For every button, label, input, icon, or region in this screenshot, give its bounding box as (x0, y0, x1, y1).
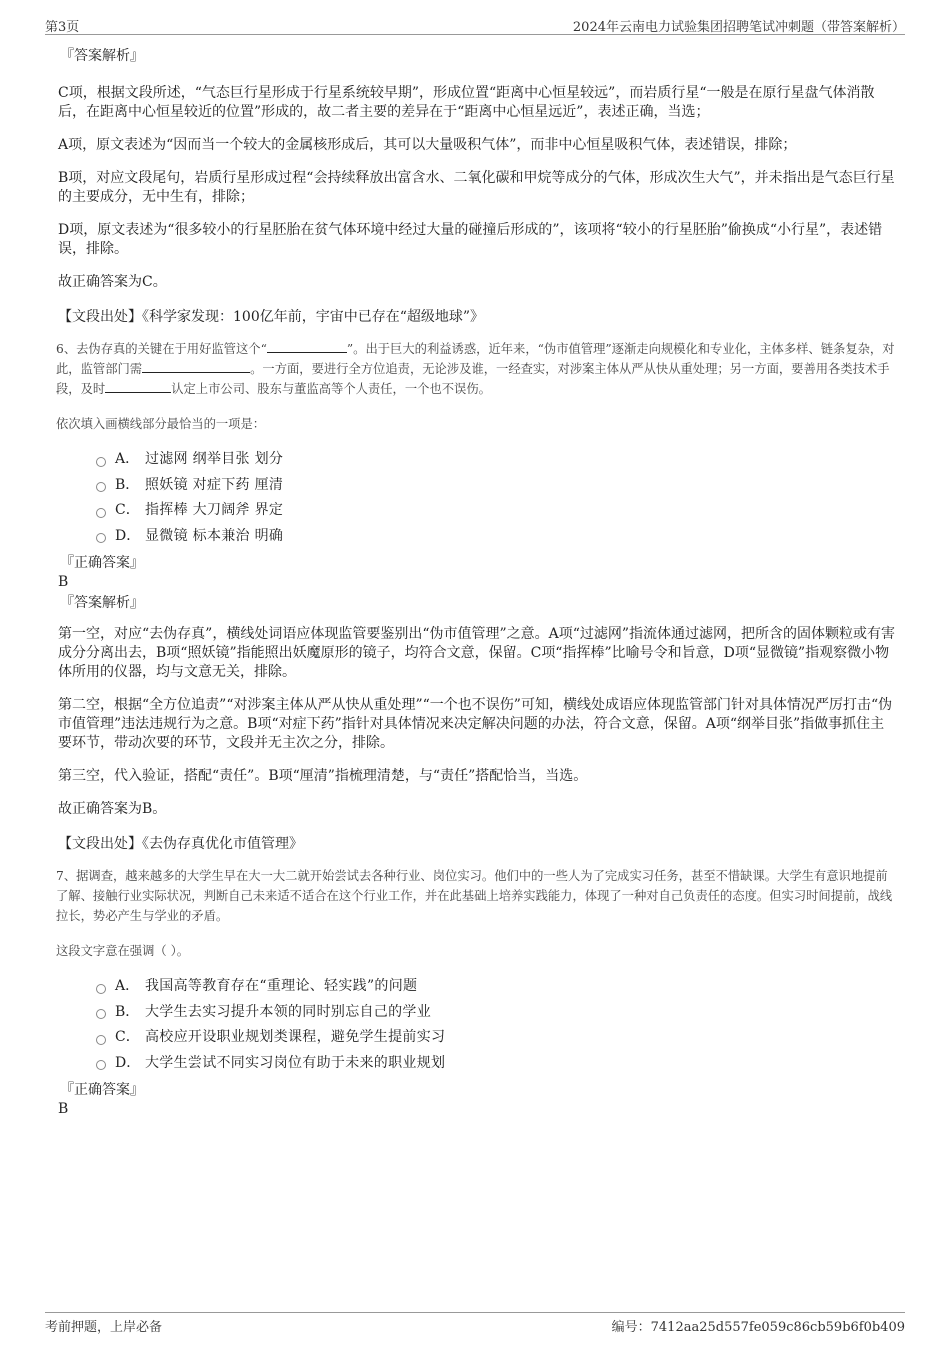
q7-prompt: 这段文字意在强调（ ）。 (56, 944, 190, 958)
q7-option-d[interactable]: D． 大学生尝试不同实习岗位有助于未来的职业规划 (96, 1051, 896, 1077)
q6-analysis-para-1: 第一空，对应“去伪存真”，横线处词语应体现监管要鉴别出“伪市值管理”之意。A项“过滤网”指流体通过滤网，把所含的固体颗粒或有害成分分离出去，B项“照妖镜”指能照出妖魔原形的镜子，均符合文意，保留。C项“指挥棒”比喻号令和旨意，D项“显微镜”指观察微小物体所用的仪器，均与文意无关，排除。 (58, 626, 896, 680)
q5-conclusion: 故正确答案为C。 (58, 274, 167, 290)
q6-source: 【文段出处】《去伪存真优化市值管理》 (58, 836, 303, 852)
q7-answer: B (58, 1101, 69, 1117)
q6-option-d[interactable]: D． 显微镜 标本兼治 明确 (96, 524, 896, 550)
document-title: 2024年云南电力试验集团招聘笔试冲刺题（带答案解析） (572, 20, 905, 35)
radio-icon[interactable] (96, 508, 106, 518)
q5-analysis-para-1: C项，根据文段所述，“气态巨行星形成于行星系统较早期”，形成位置“距离中心恒星较远”，而岩质行星“一般是在原行星盘气体消散后，在距离中心恒星较近的位置”形成的，故二者主要的差异在于“距离中心恒星远近”，表述正确，当选； (58, 85, 875, 120)
q5-analysis-para-2: A项，原文表述为“因而当一个较大的金属核形成后，其可以大量吸积气体”，而非中心恒星吸积气体，表述错误，排除； (58, 137, 797, 153)
q6-option-a[interactable]: A． 过滤网 纲举目张 划分 (96, 447, 896, 473)
radio-icon[interactable] (96, 482, 106, 492)
q6-blank-1 (267, 340, 347, 353)
q6-option-b[interactable]: B． 照妖镜 对症下药 厘清 (96, 473, 896, 499)
page-number: 第3页 (45, 20, 80, 35)
q6-answer-label: 『正确答案』 (60, 555, 144, 571)
q7-question-text: 7、据调查，越来越多的大学生早在大一大二就开始尝试去各种行业、岗位实习。他们中的一些人为了完成实习任务，甚至不惜缺课。大学生有意识地提前了解、接触行业实际状况，判断自己未来适不适合在这个行业工作，并在此基础上培养实践能力，体现了一种对自己负责任的态度。但实习时间提前，战线拉长，势必产生与学业的矛盾。 (56, 869, 893, 923)
page-header (45, 14, 905, 35)
page-footer (45, 1312, 905, 1333)
q6-option-c[interactable]: C． 指挥棒 大刀阔斧 界定 (96, 498, 896, 524)
radio-icon[interactable] (96, 1035, 106, 1045)
q7-option-b[interactable]: B． 大学生去实习提升本领的同时别忘自己的学业 (96, 1000, 896, 1026)
q7-options (96, 974, 896, 1076)
document-code: 编号：7412aa25d557fe059c86cb59b6f0b409 (611, 1320, 905, 1335)
q7-answer-label: 『正确答案』 (60, 1082, 144, 1098)
q6-answer: B (58, 574, 69, 590)
q6-conclusion: 故正确答案为B。 (58, 801, 167, 817)
main-content (56, 46, 896, 1118)
radio-icon[interactable] (96, 984, 106, 994)
radio-icon[interactable] (96, 533, 106, 543)
radio-icon[interactable] (96, 457, 106, 467)
q6-analysis-para-3: 第三空，代入验证，搭配“责任”。B项“厘清”指梳理清楚，与“责任”搭配恰当，当选。 (58, 768, 588, 784)
q6-blank-2 (142, 360, 250, 373)
q6-prompt: 依次填入画横线部分最恰当的一项是： (56, 417, 266, 431)
q5-source: 【文段出处】《科学家发现：100亿年前，宇宙中已存在“超级地球”》 (58, 309, 485, 325)
q6-blank-3 (105, 380, 171, 393)
q5-analysis-label: 『答案解析』 (60, 48, 144, 64)
radio-icon[interactable] (96, 1009, 106, 1019)
q7-option-c[interactable]: C． 高校应开设职业规划类课程，避免学生提前实习 (96, 1025, 896, 1051)
q6-options (96, 447, 896, 549)
q6-analysis-label: 『答案解析』 (60, 595, 144, 611)
q5-analysis-para-4: D项，原文表述为“很多较小的行星胚胎在贫气体环境中经过大量的碰撞后形成的”，该项将“较小的行星胚胎”偷换成“小行星”，表述错误，排除。 (58, 222, 883, 257)
radio-icon[interactable] (96, 1060, 106, 1070)
q6-analysis-para-2: 第二空，根据“全方位追责”“对涉案主体从严从快从重处理”“一个也不误伤”可知，横线处成语应体现监管部门针对具体情况严厉打击“伪市值管理”违法违规行为之意。B项“对症下药”指针对具体情况来决定解决问题的办法，符合文意，保留。A项“纲举目张”指做事抓住主要环节，带动次要的环节，文段并无主次之分，排除。 (58, 697, 893, 751)
q5-analysis-para-3: B项，对应文段尾句，岩质行星形成过程“会持续释放出富含水、二氧化碳和甲烷等成分的气体，形成次生大气”，并未指出是气态巨行星的主要成分，无中生有，排除； (58, 170, 895, 205)
footer-slogan: 考前押题，上岸必备 (45, 1320, 163, 1335)
q7-option-a[interactable]: A． 我国高等教育存在“重理论、轻实践”的问题 (96, 974, 896, 1000)
q6-question-text: 6、去伪存真的关键在于用好监管这个“ ”。出于巨大的利益诱惑，近年来，“伪市值管理”逐渐走向规模化和专业化，主体多样、链条复杂，对此，监管部门需 。一方面，要进行全方位追责，无论涉及谁，一经查实，对涉案主体从严从快从重处理；另一方面，要善用各类技术手段，及时 认定上市公司、股东与董监高等个人责任，一个也不误伤。 (56, 342, 895, 396)
